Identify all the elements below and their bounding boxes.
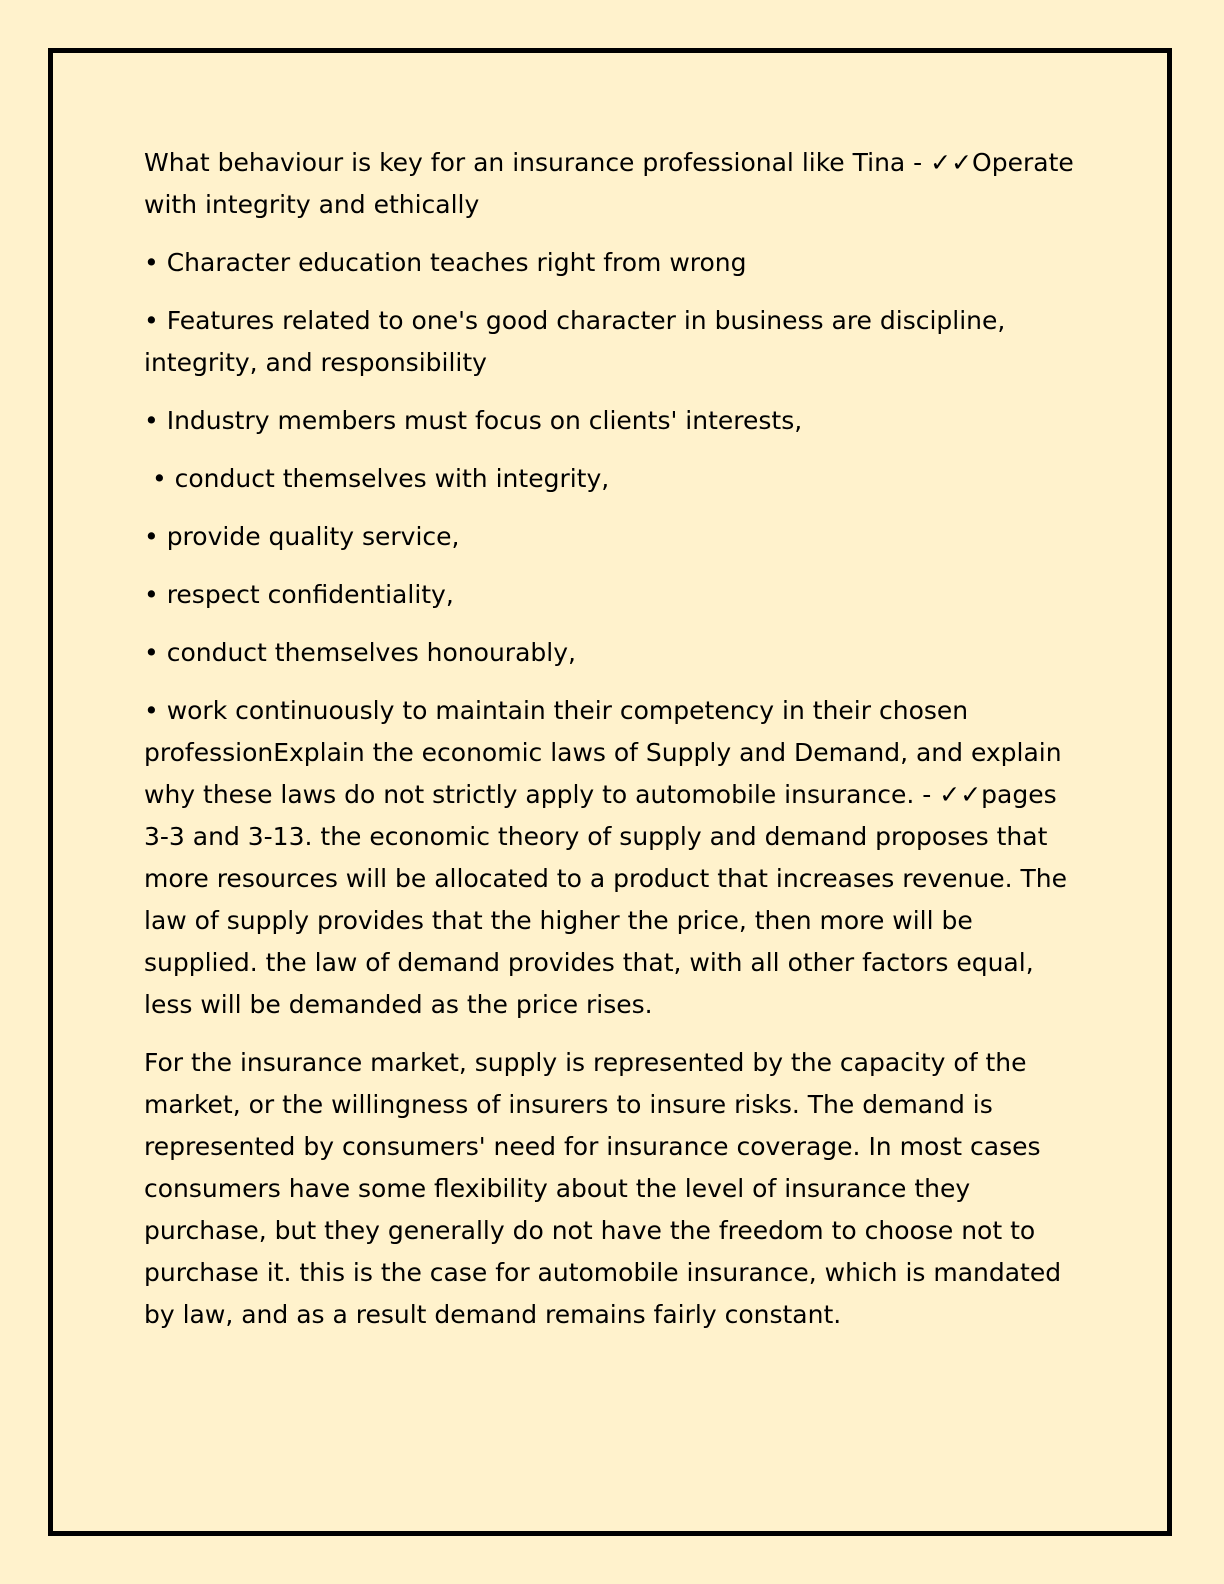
insurance-market-paragraph: For the insurance market, supply is represented by the capacity of the market, or the willingness of insurers to insure risks. The demand is represented by consumers' need for insurance coverage. In most cases consumers have some flexibility about the level of insurance they purchase, but they generally do not have the freedom to choose not to purchase it. this is the case for automobile insurance, which is mandated by law, and as a result demand remains fairly constant. xyxy=(144,1048,1062,1329)
bullet-confidentiality: • respect confidentiality, xyxy=(144,580,454,609)
bullet-clients-interests: • Industry members must focus on clients' interests, xyxy=(144,406,803,435)
bullet-good-character-features: • Features related to one's good character in business are discipline, integrity, and responsibility xyxy=(144,306,1006,377)
bullet-conduct-integrity: • conduct themselves with integrity, xyxy=(144,464,610,493)
bullet-character-education: • Character education teaches right from wrong xyxy=(144,248,747,277)
bullet-competency-and-supply-demand: • work continuously to maintain their competency in their chosen professionExplain the economic laws of Supply and Demand, and explain why these laws do not strictly apply to automobile insurance. - ✓✓pages 3-3 and 3-13. the economic theory of supply and demand proposes that more resources will be allocated to a product that increases revenue. The law of supply provides that the higher the price, then more will be supplied. the law of demand provides that, with all other factors equal, less will be demanded as the price rises. xyxy=(144,696,1068,1019)
bullet-quality-service: • provide quality service, xyxy=(144,522,460,551)
document-body xyxy=(144,142,1084,1352)
question-answer-paragraph: What behaviour is key for an insurance professional like Tina - ✓✓Operate with integrity and ethically xyxy=(144,148,1074,219)
bullet-honourably: • conduct themselves honourably, xyxy=(144,638,576,667)
